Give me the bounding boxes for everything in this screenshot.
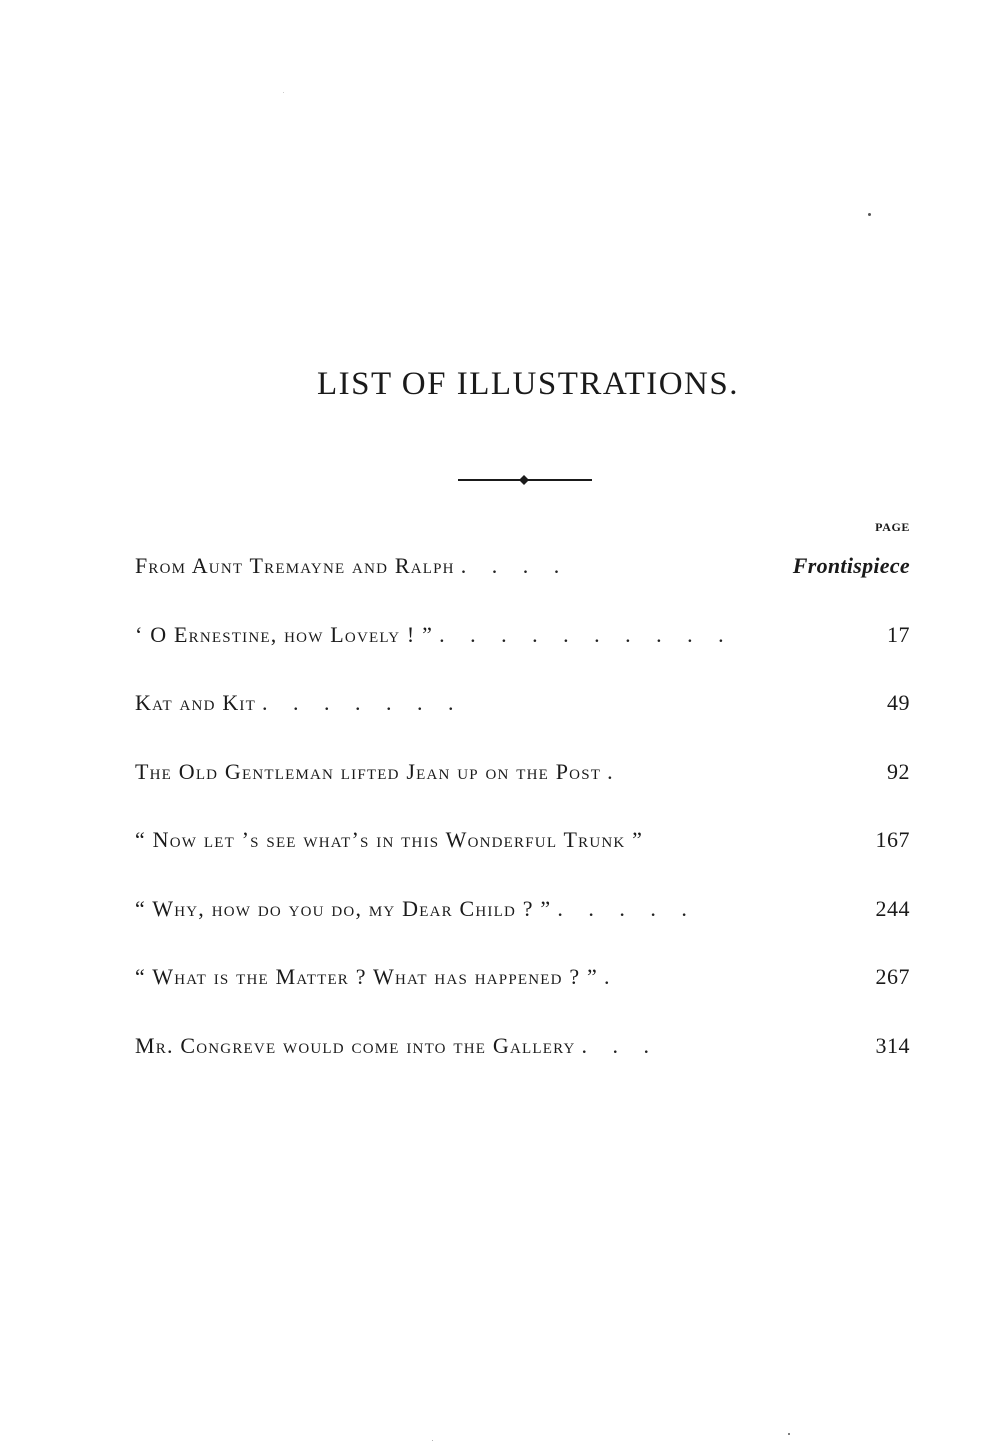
dot-leader: . . . . . . .	[261, 690, 464, 715]
dot-leader: . . .	[581, 1032, 659, 1058]
illustration-caption: The Old Gentleman lifted Jean up on the Post	[135, 758, 602, 784]
page-title: LIST OF ILLUSTRATIONS.	[317, 366, 739, 402]
illustration-caption: “ Why, how do you do, my Dear Child ? ”	[135, 895, 552, 921]
list-item	[135, 896, 910, 965]
illustration-caption: Kat and Kit	[135, 690, 256, 715]
print-speck	[283, 92, 284, 93]
dot-leader: .	[604, 964, 620, 989]
dot-leader: . . . .	[460, 553, 570, 578]
dot-leader: . . . . . . . . . .	[439, 621, 734, 647]
dot-leader: .	[607, 758, 623, 784]
diamond-rule-ornament	[458, 472, 592, 488]
dot-leader: . . . . .	[557, 895, 697, 921]
illustrations-list	[135, 553, 910, 1101]
page-column-label: PAGE	[875, 520, 910, 534]
illustration-page: 92	[887, 758, 910, 784]
list-item	[135, 759, 910, 828]
illustration-caption: “ What is the Matter ? What has happened ? ”	[135, 964, 598, 989]
illustration-page: 17	[887, 621, 910, 647]
illustration-caption: From Aunt Tremayne and Ralph	[135, 553, 455, 578]
print-speck	[432, 1440, 433, 1441]
illustration-page: 244	[875, 895, 910, 921]
list-item	[135, 1033, 910, 1102]
illustration-caption: Mr. Congreve would come into the Gallery	[135, 1032, 576, 1058]
illustration-page: 49	[887, 690, 910, 715]
list-item	[135, 690, 910, 759]
list-item	[135, 553, 910, 622]
list-item	[135, 827, 910, 896]
illustration-page: 267	[875, 964, 910, 989]
illustration-caption: “ Now let ’s see what’s in this Wonderful Trunk ”	[135, 827, 644, 852]
illustration-page: 167	[875, 827, 910, 852]
list-item	[135, 622, 910, 691]
print-speck	[788, 1433, 790, 1435]
list-item	[135, 964, 910, 1033]
illustration-page: Frontispiece	[792, 553, 910, 578]
print-speck	[868, 213, 871, 216]
illustration-page: 314	[875, 1032, 910, 1058]
illustration-caption: ‘ O Ernestine, how Lovely ! ”	[135, 621, 434, 647]
